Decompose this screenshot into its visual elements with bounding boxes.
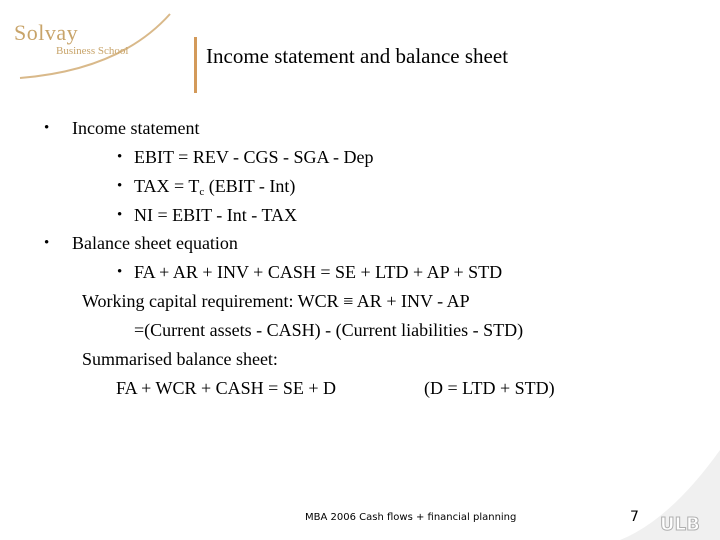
wcr-definition: Working capital requirement: WCR ≡ AR + INV - AP [82, 291, 470, 311]
bullet: • [44, 235, 50, 251]
tax-formula [134, 176, 295, 198]
bullet: • [44, 120, 50, 136]
page-number: 7 [630, 509, 639, 525]
ebit-formula: EBIT = REV - CGS - SGA - Dep [134, 147, 374, 167]
summarised-heading: Summarised balance sheet: [82, 349, 278, 369]
heading-balance-sheet: Balance sheet equation [72, 233, 238, 253]
slide-title: Income statement and balance sheet [206, 44, 509, 68]
ulb-logo-text: ULB [660, 514, 700, 534]
sub-bullet: • [117, 264, 123, 280]
heading-income-statement: Income statement [72, 118, 200, 138]
logo-name: Solvay [14, 20, 79, 45]
logo-subtitle: Business School [56, 45, 129, 57]
wcr-expansion: =(Current assets - CASH) - (Current liabilities - STD) [134, 320, 524, 340]
tax-formula-subscript: c [199, 186, 205, 198]
ulb-logo-icon [660, 512, 704, 534]
tax-formula-tail: (EBIT - Int) [204, 176, 296, 196]
sub-bullet: • [117, 178, 123, 194]
tax-formula-main: TAX = T [134, 176, 200, 196]
summarised-equation: FA + WCR + CASH = SE + D [116, 378, 336, 398]
balance-equation: FA + AR + INV + CASH = SE + LTD + AP + STD [134, 262, 503, 282]
debt-definition: (D = LTD + STD) [424, 378, 555, 398]
ni-formula: NI = EBIT - Int - TAX [134, 205, 298, 225]
sub-bullet: • [117, 207, 123, 223]
sub-bullet: • [117, 149, 123, 165]
footer-course-title: MBA 2006 Cash flows + financial planning [305, 512, 517, 523]
